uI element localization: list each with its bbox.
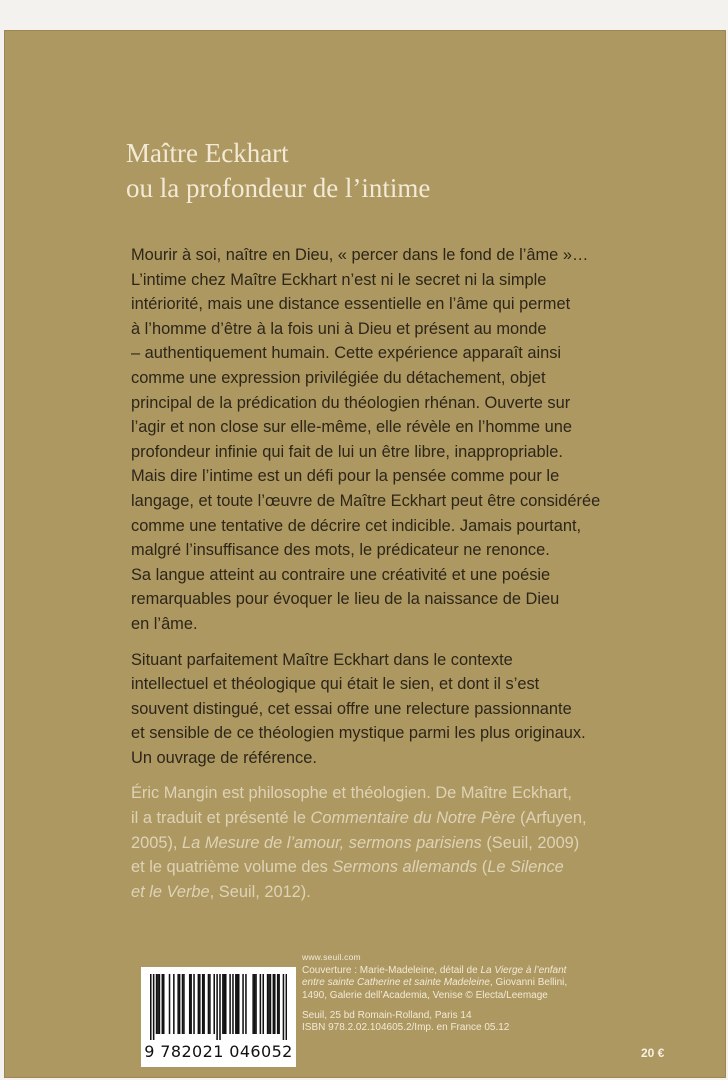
cover-credit-text: , Giovanni Bellini, bbox=[489, 977, 568, 989]
bio-book-title: Commentaire du Notre Père bbox=[310, 809, 516, 828]
barcode-bar bbox=[219, 974, 221, 1040]
bio-text: 2005), bbox=[131, 833, 183, 852]
barcode-bar bbox=[222, 974, 224, 1034]
text-line: et sensible de ce théologien mystique parmi les plus originaux. bbox=[131, 724, 586, 743]
barcode-bar bbox=[209, 974, 211, 1034]
text-line: – authentiquement humain. Cette expérience apparaît ainsi bbox=[131, 344, 562, 363]
text-line: malgré l’insuffisance des mots, le prédicateur ne renonce. bbox=[131, 541, 550, 560]
text-line: l’agir et non close sur elle-même, elle révèle en l’homme une bbox=[131, 418, 572, 437]
barcode-bar bbox=[229, 974, 231, 1034]
barcode bbox=[141, 967, 296, 1067]
barcode-bar bbox=[252, 974, 254, 1034]
barcode-bar bbox=[254, 974, 256, 1034]
barcode-bar bbox=[245, 974, 247, 1034]
cover-credit-text: 1490, Galerie dell’Academia, Venise © Electa/Leemage bbox=[302, 989, 548, 1001]
text-line: Mais dire l’intime est un défi pour la pensée comme pour le bbox=[131, 467, 560, 486]
text-line: à l’homme d’être à la fois uni à Dieu et présent au monde bbox=[131, 319, 547, 338]
barcode-bar bbox=[273, 974, 275, 1034]
barcode-bar bbox=[213, 974, 215, 1034]
barcode-bar bbox=[202, 974, 204, 1034]
bio-book-title: La Mesure de l’amour, sermons parisiens bbox=[182, 833, 482, 852]
author-bio bbox=[131, 781, 728, 904]
bio-book-title: Le Silence bbox=[487, 858, 564, 877]
bio-text: et le quatrième volume des bbox=[131, 858, 333, 877]
barcode-bar bbox=[260, 974, 262, 1034]
back-cover bbox=[4, 30, 726, 1078]
barcode-bar bbox=[183, 974, 185, 1034]
barcode-bar bbox=[169, 974, 171, 1034]
publisher-url: www.seuil.com bbox=[302, 952, 361, 962]
barcode-bar bbox=[157, 974, 159, 1034]
bio-text: ( bbox=[477, 858, 488, 877]
publisher-credits bbox=[302, 965, 567, 1034]
bio-text: (Seuil, 2009) bbox=[481, 833, 580, 852]
barcode-bar bbox=[208, 974, 210, 1034]
book-title bbox=[126, 136, 430, 206]
paragraph-1 bbox=[131, 243, 728, 637]
text-line: Situant parfaitement Maître Eckhart dans le contexte bbox=[131, 650, 513, 669]
blurb bbox=[131, 243, 728, 904]
text-line: comme une tentative de décrire cet indicible. Jamais pourtant, bbox=[131, 516, 582, 535]
bio-text: (Arfuyen, bbox=[515, 809, 587, 828]
barcode-bar bbox=[182, 974, 184, 1034]
barcode-bar bbox=[203, 974, 205, 1034]
barcode-bar bbox=[159, 974, 161, 1034]
barcode-bar bbox=[277, 974, 279, 1034]
barcode-bar bbox=[153, 974, 155, 1040]
barcode-bar bbox=[235, 974, 237, 1034]
barcode-bar bbox=[267, 974, 269, 1034]
paragraph-2 bbox=[131, 648, 728, 771]
barcode-bar bbox=[179, 974, 181, 1034]
barcode-number: 9 782021 046052 bbox=[144, 1042, 293, 1061]
barcode-bar bbox=[283, 974, 285, 1040]
barcode-bar bbox=[286, 974, 287, 1040]
bio-book-title: et le Verbe bbox=[131, 882, 210, 901]
bio-text: Éric Mangin est philosophe et théologien. De Maître Eckhart, bbox=[131, 784, 572, 803]
text-line: langage, et toute l’œuvre de Maître Eckhart peut être considérée bbox=[131, 491, 601, 510]
barcode-bar bbox=[190, 974, 192, 1034]
text-line: comme une expression privilégiée du détachement, objet bbox=[131, 368, 546, 387]
text-line: en l’âme. bbox=[131, 614, 198, 633]
cover-credit-text: Couverture : Marie-Madeleine, détail de bbox=[302, 965, 481, 976]
barcode-bar bbox=[193, 974, 195, 1034]
barcode-bars bbox=[150, 974, 287, 1040]
isbn-line: ISBN 978.2.02.104605.2/Imp. en France 05.12 bbox=[302, 1022, 510, 1034]
text-line: Un ouvrage de référence. bbox=[131, 748, 317, 767]
barcode-bar bbox=[232, 974, 234, 1034]
text-line: souvent distingué, cet essai offre une relecture passionnante bbox=[131, 699, 572, 718]
barcode-bar bbox=[224, 974, 226, 1034]
title-line-2: ou la profondeur de l’intime bbox=[126, 173, 431, 203]
text-line: principal de la prédication du théologien rhénan. Ouverte sur bbox=[131, 393, 571, 412]
barcode-bar bbox=[268, 974, 270, 1034]
bio-text: , Seuil, 2012). bbox=[209, 882, 311, 901]
barcode-bar bbox=[238, 974, 240, 1034]
barcode-bar bbox=[274, 974, 276, 1034]
text-line: Mourir à soi, naître en Dieu, « percer dans le fond de l’âme »… bbox=[131, 246, 589, 264]
barcode-bar bbox=[278, 974, 280, 1034]
cover-credit-artwork: La Vierge à l’enfant bbox=[480, 965, 567, 976]
barcode-bar bbox=[173, 974, 175, 1034]
barcode-bar bbox=[156, 974, 158, 1034]
text-line: Sa langue atteint au contraire une créativité et une poésie bbox=[131, 565, 551, 584]
barcode-bar bbox=[255, 974, 257, 1034]
title-line-1: Maître Eckhart bbox=[126, 138, 289, 168]
text-line: L’intime chez Maître Eckhart n’est ni le secret ni la simple bbox=[131, 270, 547, 289]
barcode-bar bbox=[189, 974, 191, 1034]
text-line: intériorité, mais une distance essentielle en l’âme qui permet bbox=[131, 295, 571, 314]
barcode-bar bbox=[270, 974, 272, 1034]
barcode-bar bbox=[262, 974, 264, 1034]
barcode-bar bbox=[163, 974, 165, 1034]
barcode-bar bbox=[177, 974, 179, 1034]
text-line: remarquables pour évoquer le lieu de la naissance de Dieu bbox=[131, 590, 560, 609]
text-line: intellectuel et théologique qui était le sien, et dont il s’est bbox=[131, 675, 540, 694]
barcode-bar bbox=[225, 974, 227, 1034]
barcode-bar bbox=[199, 974, 201, 1034]
bio-book-title: Sermons allemands bbox=[332, 858, 478, 877]
barcode-bar bbox=[150, 974, 152, 1040]
barcode-bar bbox=[237, 974, 239, 1034]
barcode-bar bbox=[216, 974, 218, 1040]
publisher-address: Seuil, 25 bd Romain-Rolland, Paris 14 bbox=[302, 1009, 472, 1021]
price-label: 20 € bbox=[641, 1046, 665, 1060]
barcode-bar bbox=[242, 974, 244, 1034]
text-line: profondeur infinie qui fait de lui un être libre, inappropriable. bbox=[131, 442, 563, 461]
bio-text: il a traduit et présenté le bbox=[131, 809, 311, 828]
cover-credit-artwork: entre sainte Catherine et sainte Madeleine bbox=[302, 977, 490, 989]
barcode-bar bbox=[198, 974, 200, 1034]
barcode-bar bbox=[162, 974, 164, 1034]
